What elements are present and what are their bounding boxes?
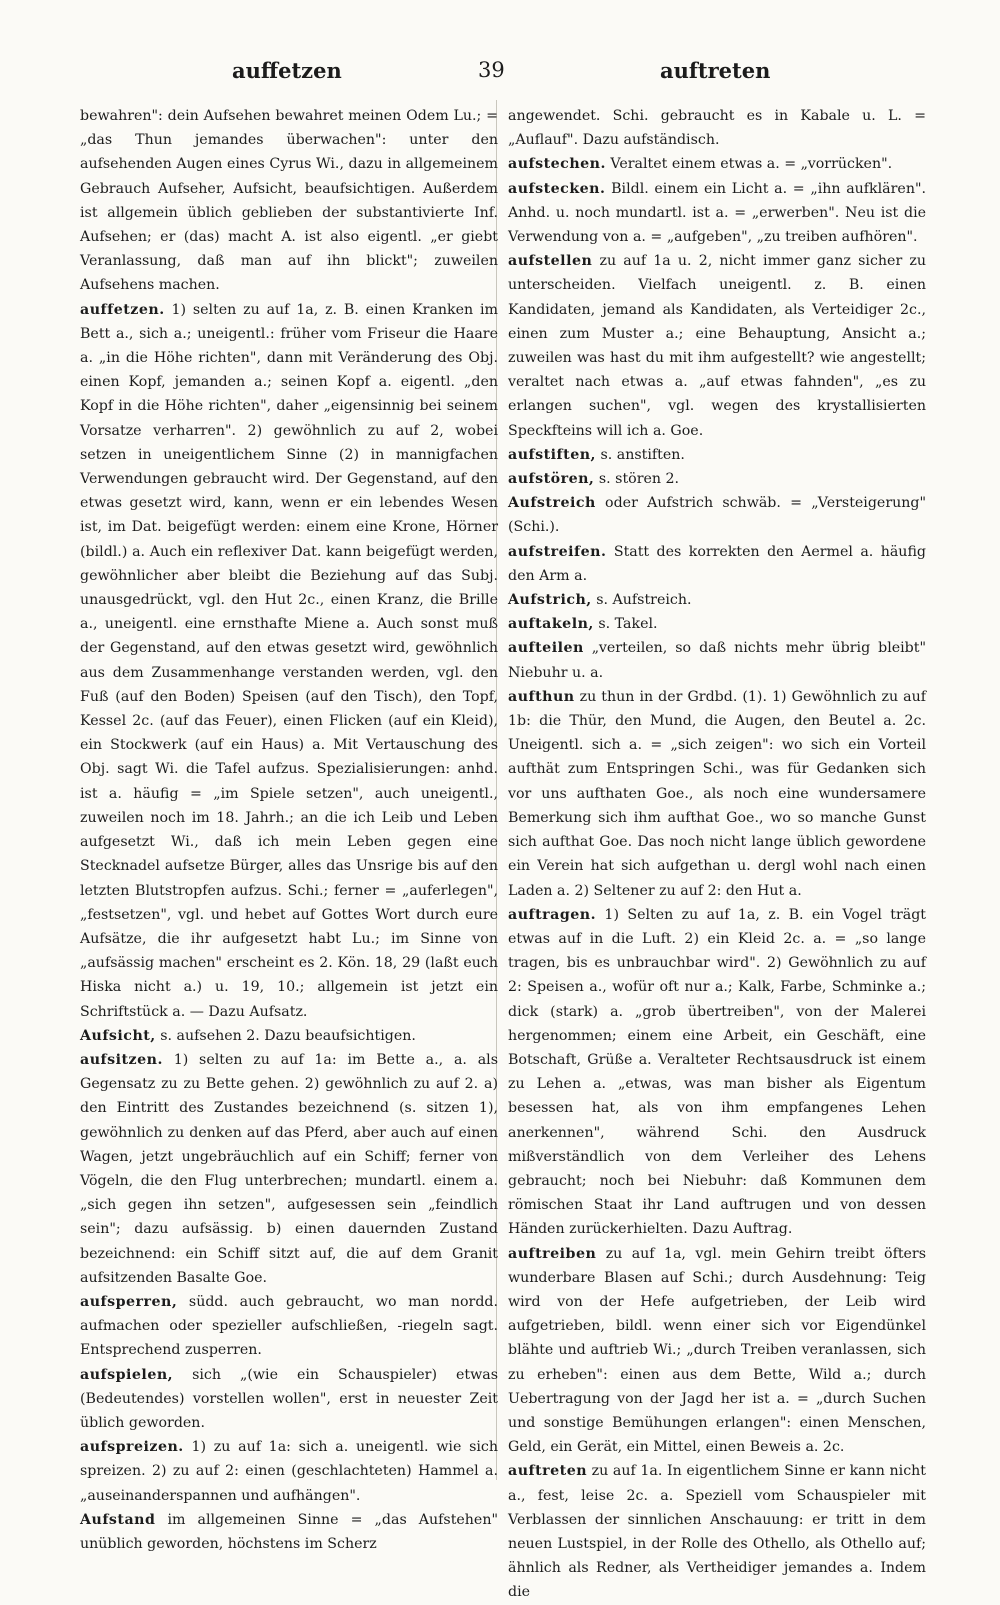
- entry-headword: aufsperren,: [80, 1293, 178, 1310]
- dictionary-entry: [508, 540, 926, 588]
- dictionary-entry: [508, 1242, 926, 1460]
- dictionary-entry: [508, 249, 926, 443]
- entry-text: zu auf 1a, vgl. mein Gehirn treibt öfters wunderbare Blasen auf Schi.; durch Ausdehnung: Teig wird von der Hefe aufgetrieben, der Leib wird aufgetrieben, bildl. wenn einer sich vor Eigendünkel blähte und auftrieb Wi.; „durch Treiben veranlassen, sich zu erheben": einen aus dem Bette, Wild a.; durch Uebertragung von der Jagd her ist a. = „durch Suchen und sonstige Bemühungen erlangen": einen Menschen, Geld, ein Gerät, ein Mittel, einen Beweis a. 2c.: [508, 1245, 926, 1456]
- entry-text: s. stören 2.: [594, 471, 680, 488]
- dictionary-entry: [508, 685, 926, 903]
- dictionary-entry: [80, 104, 498, 298]
- entry-headword: auftreten: [508, 1463, 588, 1480]
- entry-headword: Aufstreich: [508, 495, 596, 512]
- entry-headword: aufstellen: [508, 253, 593, 270]
- dictionary-entry: [508, 177, 926, 250]
- dictionary-entry: [80, 298, 498, 1024]
- page-header: [0, 58, 1000, 88]
- entry-text: Statt des korrekten den Aermel a. häufig den Arm a.: [508, 543, 926, 584]
- entry-text: s. Aufstreich.: [591, 592, 692, 609]
- right-column: [508, 104, 926, 1605]
- dictionary-entry: [508, 903, 926, 1242]
- entry-headword: Aufstrich,: [508, 592, 592, 609]
- entry-headword: auftragen.: [508, 906, 597, 923]
- entry-headword: auffetzen.: [80, 301, 165, 318]
- entry-text: zu thun in der Grdbd. (1). 1) Gewöhnlich zu auf 1b: die Thür, den Mund, die Augen, den Beutel a. 2c. Uneigentl. sich a. = „sich zeigen": wo sich ein Vorteil aufthät zum Entspringen Schi., was für Gedanken sich vor uns aufthaten Goe., als noch eine wundersamere Bemerkung sich ihm aufthat Goe., wo so manche Gunst sich aufthat Goe. Das noch nicht lange üblich gewordene ein Verein hat sich aufgethan u. dergl wohl nach einen Laden a. 2) Seltener zu auf 2: den Hut a.: [508, 688, 926, 899]
- dictionary-entry: [508, 491, 926, 539]
- entry-headword: aufspielen,: [80, 1366, 174, 1383]
- entry-headword: aufstecken.: [508, 180, 606, 197]
- entry-text: „verteilen, so daß nichts mehr übrig bleibt" Niebuhr u. a.: [508, 640, 926, 681]
- entry-headword: Aufstand: [80, 1511, 156, 1528]
- entry-text: s. aufsehen 2. Dazu beaufsichtigen.: [155, 1027, 416, 1044]
- dictionary-entry: [80, 1363, 498, 1436]
- entry-text: zu auf 1a. In eigentlichem Sinne er kann nicht a., fest, leise 2c. a. Speziell vom Schauspieler mit Verblassen der sinnlichen Anschauung: er tritt in dem neuen Lustspiel, in der Rolle des Othello, als Othello auf; ähnlich als Redner, als Vertheidiger jemandes a. Indem die: [508, 1463, 926, 1601]
- entry-text: sich „(wie ein Schauspieler) etwas (Bedeutendes) vorstellen wollen", erst in neuester Zeit üblich geworden.: [80, 1366, 498, 1431]
- dictionary-entry: [80, 1508, 498, 1556]
- dictionary-entry: [508, 152, 926, 176]
- dictionary-entry: [80, 1024, 498, 1048]
- entry-headword: aufstechen.: [508, 156, 606, 173]
- entry-headword: aufstören,: [508, 471, 595, 488]
- entry-headword: auftakeln,: [508, 616, 594, 633]
- entry-text: bewahren": dein Aufsehen bewahret meinen Odem Lu.; = „das Thun jemandes überwachen": unter den aufsehenden Augen eines Cyrus Wi., dazu in allgemeinem Gebrauch Aufseher, Aufsicht, beaufsichtigen. Außerdem ist allgemein üblich geblieben der substantivierte Inf. Aufsehen; er (das) macht A. ist also eigentl. „er giebt Veranlassung, daß man auf ihn blickt"; zuweilen Aufsehens machen.: [80, 108, 498, 294]
- entry-headword: auftreiben: [508, 1245, 597, 1262]
- entry-headword: aufstiften,: [508, 446, 596, 463]
- entry-text: angewendet. Schi. gebraucht es in Kabale u. L. = „Auflauf". Dazu aufständisch.: [508, 108, 926, 149]
- entry-text: im allgemeinen Sinne = „das Aufstehen" unüblich geworden, höchstens im Scherz: [80, 1511, 498, 1552]
- dictionary-entry: [508, 588, 926, 612]
- entry-text: 1) Selten zu auf 1a, z. B. ein Vogel trägt etwas auf in die Luft. 2) ein Kleid 2c. a. = „so lange tragen, bis es unbrauchbar wird". 2) Gewöhnlich zu auf 2: Speisen a., wofür oft nur a.; Kalk, Farbe, Schminke a.; dick (stark) a. „grob übertreiben", von der Malerei hergenommen; einem eine Arbeit, ein Geschäft, eine Botschaft, Grüße a. Veralteter Rechtsausdruck ist einem zu Lehen a. „etwas, was man bisher als Eigentum besessen hat, als von ihm empfangenes Lehen anerkennen", während Schi. den Ausdruck mißverständlich von dem Verleiher des Lehens gebraucht; noch bei Niebuhr: daß Kommunen dem römischen Staat ihr Land auftrugen und von dessen Händen zurückerhielten. Dazu Auftrag.: [508, 906, 926, 1238]
- dictionary-entry: [508, 612, 926, 636]
- dictionary-entry: [508, 104, 926, 152]
- dictionary-entry: [508, 636, 926, 684]
- dictionary-entry: [80, 1290, 498, 1363]
- entry-text: Veraltet einem etwas a. = „vorrücken".: [605, 156, 893, 173]
- entry-headword: aufsitzen.: [80, 1051, 163, 1068]
- dictionary-entry: [508, 443, 926, 467]
- entry-text: 1) selten zu auf 1a, z. B. einen Kranken im Bett a., sich a.; uneigentl.: früher vom Friseur die Haare a. „in die Höhe richten", dann mit Veränderung des Obj. einen Kopf, jemanden a.; seinen Kopf a. eigentl. „den Kopf in die Höhe richten", daher „eigensinnig bei seinem Vorsatze verharren". 2) gewöhnlich zu auf 2, wobei setzen in uneigentlichem Sinne (2) in mannigfachen Verwendungen gebraucht wird. Der Gegenstand, auf den etwas gesetzt wird, kann, wenn er ein lebendes Wesen ist, im Dat. beigefügt werden: einem eine Krone, Hörner (bildl.) a. Auch ein reflexiver Dat. kann beigefügt werden, gewöhnlicher aber bleibt die Beziehung auf das Subj. unausgedrückt, vgl. den Hut 2c., einen Kranz, die Brille a., uneigentl. eine ernsthafte Miene a. Auch sonst muß der Gegenstand, auf den etwas gesetzt wird, gewöhnlich aus dem Zusammenhange verstanden werden, vgl. den Fuß (auf den Boden) Speisen (auf den Tisch), den Topf, Kessel 2c. (auf das Feuer), einen Flicken (auf ein Kleid), ein Stockwerk (auf ein Haus) a. Mit Vertauschung des Obj. sagt Wi. die Tafel aufzus. Spezialisierungen: anhd. ist a. häufig = „im Spiele setzen", auch uneigentl., zuweilen noch im 18. Jahrh.; an die ich Leib und Leben aufgesetzt Wi., daß ich mein Leben gegen eine Stecknadel aufsetze Bürger, alles das Unsrige bis auf den letzten Blutstropfen aufzus. Schi.; ferner = „auferlegen", „festsetzen", vgl. und hebet auf Gottes Wort durch eure Aufsätze, die ihr aufgesetzt habt Lu.; im Sinne von „aufsässig machen" erscheint es 2. Kön. 18, 29 (laßt euch Hiska nicht a.) u. 19, 10.; allgemein ist jetzt ein Schriftstück a. — Dazu Aufsatz.: [80, 301, 498, 1020]
- entry-text: 1) selten zu auf 1a: im Bette a., a. als Gegensatz zu zu Bette gehen. 2) gewöhnlich zu auf 2. a) den Eintritt des Zustandes bezeichnend (s. sitzen 1), gewöhnlich zu denken auf das Pferd, aber auch auf einen Wagen, jetzt ungebräuchlich auf ein Schiff; ferner von Vögeln, die den Flug unterbrechen; mundartl. einem a. „sich gegen ihn setzen", aufgesessen sein „feindlich sein"; dazu aufsässig. b) einen dauernden Zustand bezeichnend: ein Schiff sitzt auf, die auf dem Granit aufsitzenden Basalte Goe.: [80, 1051, 498, 1286]
- dictionary-entry: [508, 1459, 926, 1604]
- dictionary-entry: [80, 1435, 498, 1508]
- header-left-catchword: auffetzen: [232, 58, 342, 83]
- entry-headword: Aufsicht,: [80, 1027, 156, 1044]
- entry-text: Bildl. einem ein Licht a. = „ihn aufklären". Anhd. u. noch mundartl. ist a. = „erwerben". Neu ist die Verwendung von a. = „aufgeben", „zu treiben aufhören".: [508, 180, 926, 246]
- entry-text: s. anstiften.: [595, 446, 685, 463]
- entry-headword: aufteilen: [508, 640, 584, 657]
- entry-text: s. Takel.: [593, 616, 658, 633]
- dictionary-entry: [508, 467, 926, 491]
- page-number: 39: [478, 58, 505, 82]
- entry-text: oder Aufstrich schwäb. = „Versteigerung" (Schi.).: [508, 495, 926, 536]
- header-right-catchword: auftreten: [660, 58, 771, 83]
- entry-headword: aufspreizen.: [80, 1439, 184, 1456]
- dictionary-entry: [80, 1048, 498, 1290]
- entry-headword: aufstreifen.: [508, 543, 607, 560]
- entry-text: 1) zu auf 1a: sich a. uneigentl. wie sich spreizen. 2) zu auf 2: einen (geschlachteten) Hammel a. „auseinanderspannen und aufhängen".: [80, 1439, 498, 1504]
- left-column: [80, 104, 498, 1556]
- entry-text: südd. auch gebraucht, wo man nordd. aufmachen oder spezieller aufschließen, -riegeln sagt. Entsprechend zusperren.: [80, 1293, 498, 1359]
- entry-text: zu auf 1a u. 2, nicht immer ganz sicher zu unterscheiden. Vielfach uneigentl. z. B. einen Kandidaten, jemand als Kandidaten, als Verteidiger 2c., einen zum Muster a.; eine Behauptung, Ansicht a.; zuweilen was hast du mit ihm aufgestellt? wie angestellt; veraltet nach etwas a. „auf etwas fahnden", „es zu erlangen suchen", vgl. wegen des krystallisierten Speckfteins will ich a. Goe.: [508, 253, 926, 439]
- entry-headword: aufthun: [508, 688, 575, 705]
